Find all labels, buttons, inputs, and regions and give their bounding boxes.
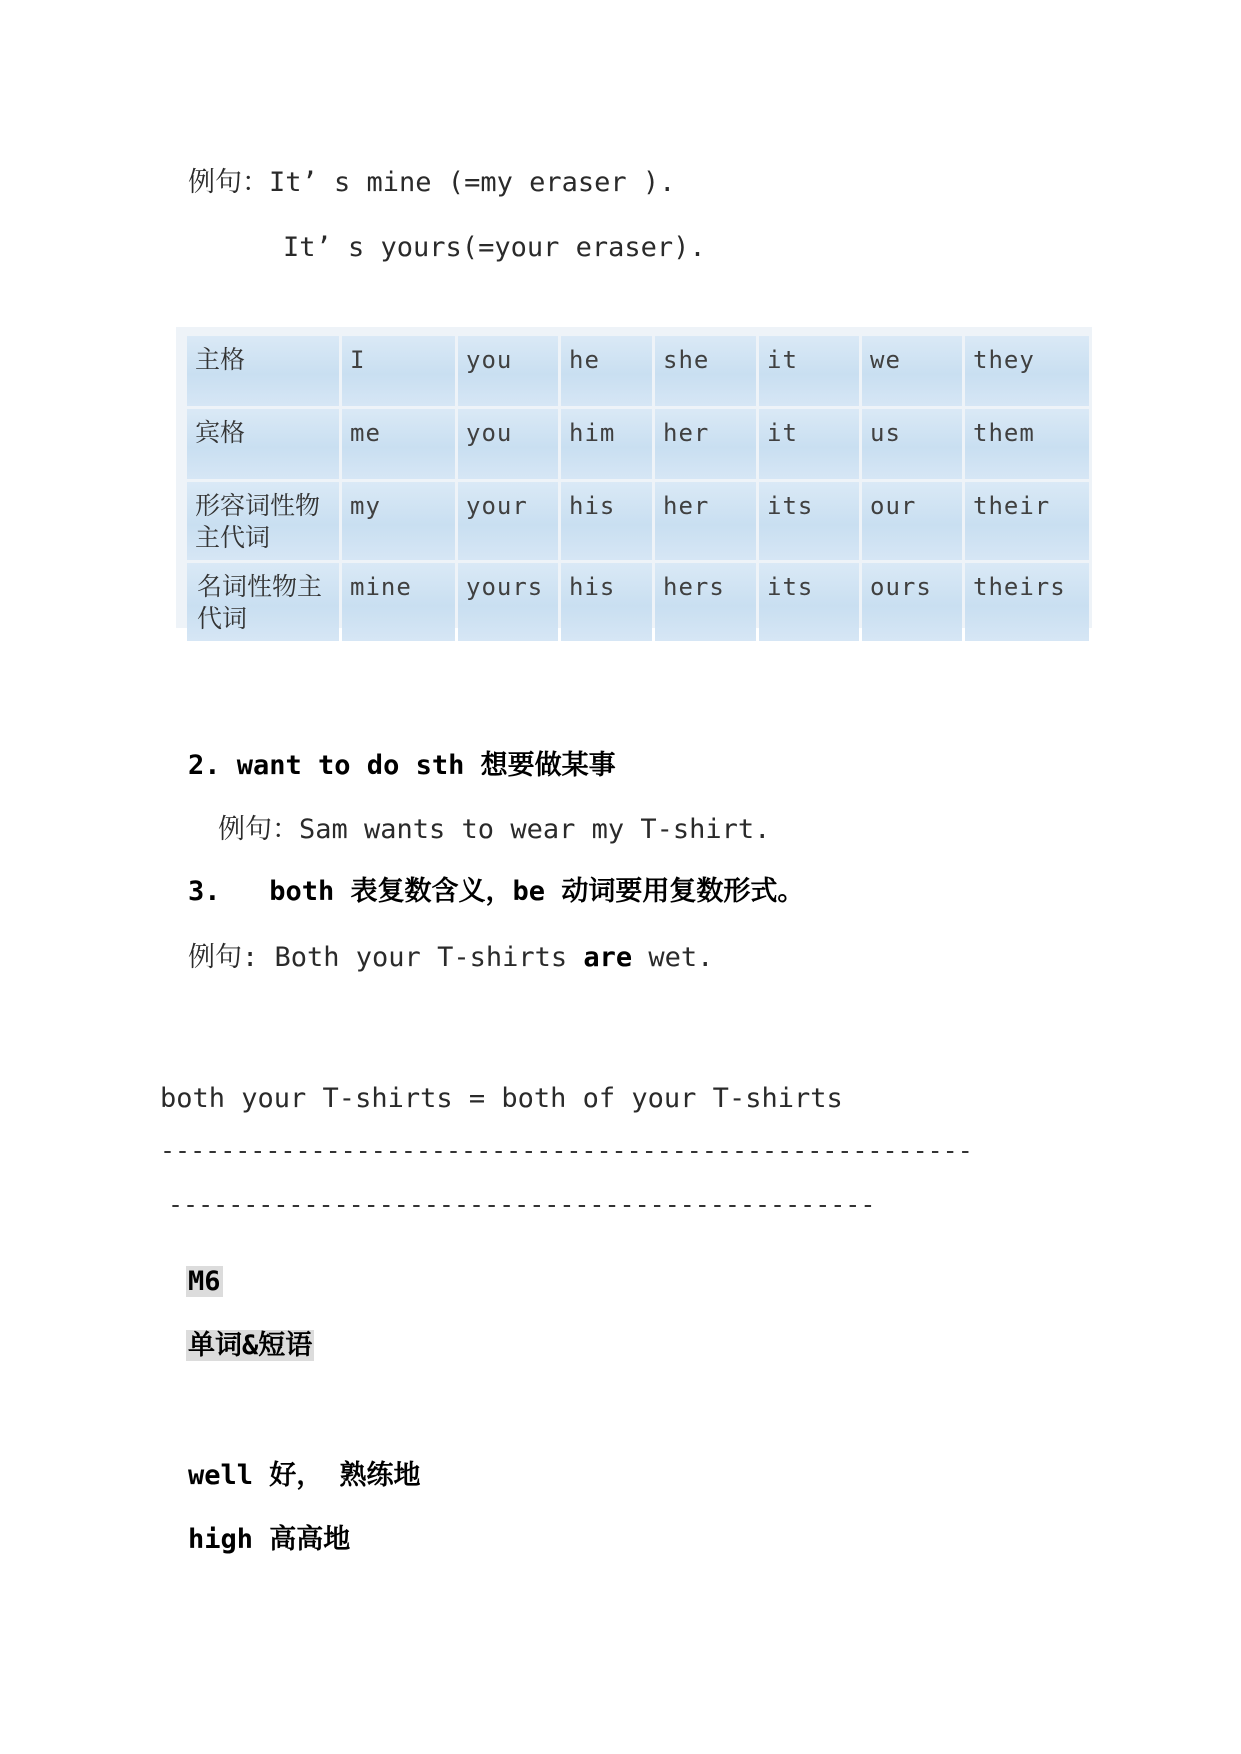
example-prefix: 例句: Both your T-shirts bbox=[188, 942, 584, 973]
section-heading: 单词&短语 bbox=[188, 1330, 313, 1361]
table-cell: we bbox=[862, 336, 962, 406]
table-cell: she bbox=[655, 336, 756, 406]
table-cell: them bbox=[965, 409, 1089, 479]
row-header-object: 宾格 bbox=[187, 409, 339, 479]
vocab-item: well 好， 熟练地 bbox=[188, 1460, 421, 1491]
table-row bbox=[187, 336, 1089, 406]
example-emphasis: are bbox=[583, 942, 633, 973]
row-header-noun-possessive: 名词性物主代词 bbox=[187, 563, 339, 641]
table-cell: you bbox=[458, 336, 558, 406]
table-cell: its bbox=[759, 563, 859, 641]
separator-line: ------------------------------------------------------ bbox=[160, 1136, 973, 1165]
table-cell: hers bbox=[655, 563, 756, 641]
equivalence-note: both your T-shirts = both of your T-shirts bbox=[160, 1083, 843, 1114]
table-cell: his bbox=[561, 482, 652, 560]
table-cell: our bbox=[862, 482, 962, 560]
table-cell: it bbox=[759, 409, 859, 479]
separator-line-short: ----------------------------------------------- bbox=[168, 1190, 876, 1219]
table-cell: her bbox=[655, 409, 756, 479]
table-cell: him bbox=[561, 409, 652, 479]
table-cell: you bbox=[458, 409, 558, 479]
vocab-item: high 高高地 bbox=[188, 1524, 351, 1555]
table-cell: his bbox=[561, 563, 652, 641]
table-cell: your bbox=[458, 482, 558, 560]
module-label: M6 bbox=[188, 1266, 221, 1297]
table-cell: yours bbox=[458, 563, 558, 641]
pronoun-table-container bbox=[176, 327, 1092, 633]
table-cell: they bbox=[965, 336, 1089, 406]
table-cell: mine bbox=[342, 563, 455, 641]
row-header-adjective-possessive: 形容词性物主代词 bbox=[187, 482, 339, 560]
table-cell: their bbox=[965, 482, 1089, 560]
example-line-2: It’ s yours(=your eraser). bbox=[283, 232, 706, 263]
example-line-1: 例句：It’ s mine (=my eraser ). bbox=[188, 167, 676, 198]
table-cell: it bbox=[759, 336, 859, 406]
table-cell: he bbox=[561, 336, 652, 406]
example-suffix: wet. bbox=[632, 942, 714, 973]
table-cell: my bbox=[342, 482, 455, 560]
table-cell: me bbox=[342, 409, 455, 479]
table-cell: us bbox=[862, 409, 962, 479]
point-2-example: 例句：Sam wants to wear my T-shirt. bbox=[218, 814, 771, 845]
pronoun-table bbox=[184, 333, 1092, 644]
table-cell: ours bbox=[862, 563, 962, 641]
point-3-example bbox=[188, 940, 713, 976]
row-header-subject: 主格 bbox=[187, 336, 339, 406]
table-cell: her bbox=[655, 482, 756, 560]
table-cell: its bbox=[759, 482, 859, 560]
table-cell: I bbox=[342, 336, 455, 406]
table-row bbox=[187, 409, 1089, 479]
table-row bbox=[187, 563, 1089, 641]
table-row bbox=[187, 482, 1089, 560]
table-cell: theirs bbox=[965, 563, 1089, 641]
point-2-title: 2. want to do sth 想要做某事 bbox=[188, 750, 616, 781]
point-3-title: 3. both 表复数含义，be 动词要用复数形式。 bbox=[188, 876, 805, 907]
